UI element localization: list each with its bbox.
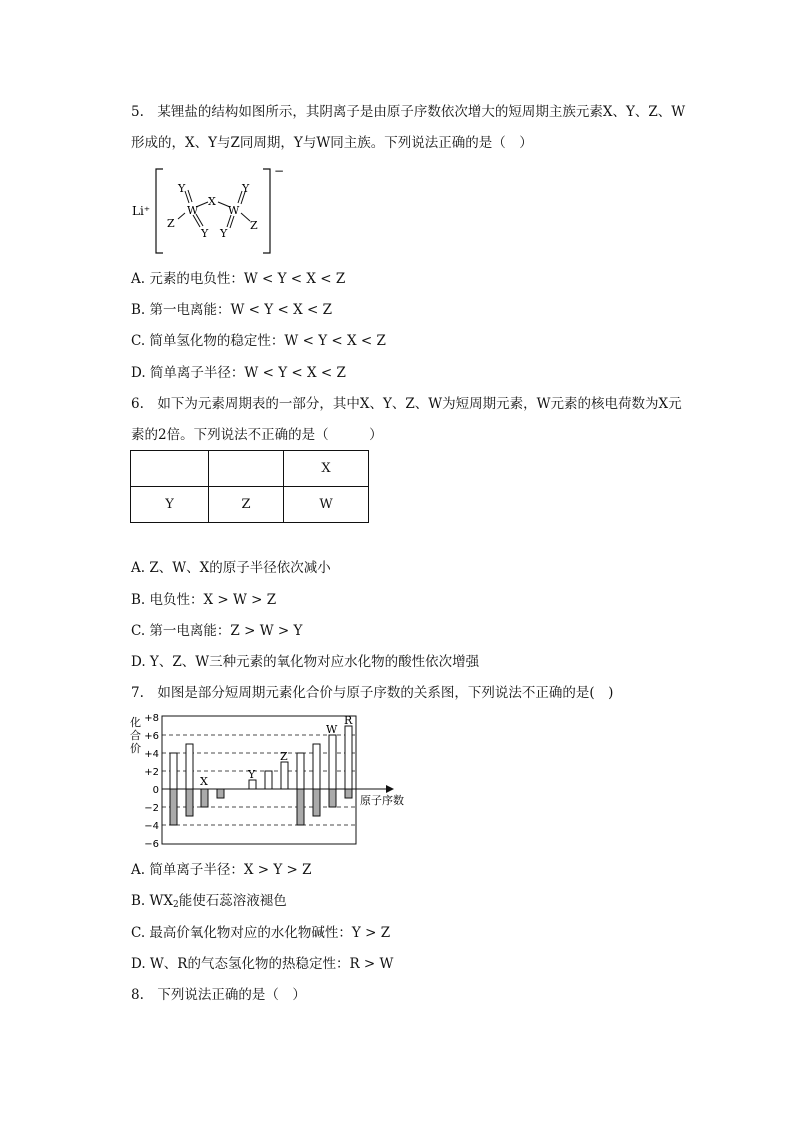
left-bracket (156, 169, 163, 253)
q7-option-b (131, 892, 287, 914)
periodic-table-fragment (130, 450, 369, 523)
svg-text:价: 价 (130, 742, 141, 755)
q5-stem-line2: 形成的，X、Y与Z同周期，Y与W同主族。下列说法正确的是（ ） (131, 135, 533, 151)
label-z: Z (280, 750, 288, 763)
table-cell (209, 451, 284, 487)
x-axis-label: 原子序数 (360, 794, 404, 807)
q7-option-b-pre: B. WX (131, 893, 173, 909)
y-tick: −2 (144, 803, 159, 814)
table-cell: W (284, 487, 369, 523)
label-y: Y (248, 768, 256, 781)
q7-option-b-post: 能使石蕊溶液褪色 (178, 893, 287, 909)
q5-option-c: C. 简单氢化物的稳定性：W < Y < X < Z (131, 333, 386, 349)
y-tick: +8 (144, 713, 159, 724)
atom-y2: Y (201, 227, 209, 240)
q5-option-d: D. 简单离子半径：W < Y < X < Z (131, 365, 346, 381)
anion-charge: − (274, 165, 285, 178)
valence-bars (170, 726, 352, 825)
right-bracket (263, 169, 270, 253)
q6-option-d: D. Y、Z、W三种元素的氧化物对应水化物的酸性依次增强 (131, 654, 480, 670)
atom-y1: Y (178, 182, 186, 195)
y-tick: +2 (144, 767, 159, 778)
q6-stem-line1: 6. 如下为元素周期表的一部分，其中X、Y、Z、W为短周期元素，W元素的核电荷数为X元 (131, 396, 682, 412)
table-cell: Z (209, 487, 284, 523)
q5-structure-diagram (130, 165, 290, 259)
q6-option-b: B. 电负性：X > W > Z (131, 592, 277, 608)
atom-z1: Z (167, 217, 175, 230)
q6-option-c: C. 第一电离能：Z > W > Y (131, 623, 303, 639)
q7-option-c: C. 最高价氧化物对应的水化物碱性：Y > Z (131, 925, 391, 941)
q7-option-a: A. 简单离子半径：X > Y > Z (131, 862, 312, 878)
atom-z2: Z (250, 219, 258, 232)
y-tick: −4 (144, 821, 159, 832)
table-cell: X (284, 451, 369, 487)
q6-stem-line2: 素的2倍。下列说法不正确的是（ ） (131, 427, 383, 443)
q6-option-a: A. Z、W、X的原子半径依次减小 (131, 560, 331, 576)
q5-stem-line1: 5. 某锂盐的结构如图所示，其阴离子是由原子序数依次增大的短周期主族元素X、Y、Z、W (131, 104, 686, 120)
q8-stem: 8. 下列说法正确的是（ ） (131, 987, 306, 1003)
atom-x: X (208, 195, 216, 208)
y-tick-labels (144, 713, 159, 850)
atom-y3: Y (242, 182, 250, 195)
q7-option-b-sub: 2 (173, 900, 179, 910)
q5-option-b: B. 第一电离能：W < Y < X < Z (131, 302, 332, 318)
label-x: X (200, 775, 208, 788)
q5-option-a: A. 元素的电负性：W < Y < X < Z (131, 271, 346, 287)
y-tick: +4 (144, 749, 159, 760)
li-cation-label: Li⁺ (132, 204, 151, 218)
label-w: W (326, 723, 338, 736)
q7-stem: 7. 如图是部分短周期元素化合价与原子序数的关系图，下列说法不正确的是( ) (131, 685, 614, 701)
atom-w2: W (228, 204, 240, 217)
y-tick: −6 (144, 839, 159, 850)
svg-text:合: 合 (130, 729, 141, 742)
y-axis-label (130, 715, 141, 755)
label-r: R (344, 714, 353, 727)
y-tick: 0 (152, 785, 159, 796)
atom-y4: Y (220, 227, 228, 240)
x-axis-arrow (386, 785, 394, 793)
atom-w1: W (187, 204, 199, 217)
y-tick: +6 (144, 731, 159, 742)
svg-text:化: 化 (130, 716, 141, 729)
table-cell: Y (131, 487, 209, 523)
table-cell (131, 451, 209, 487)
valence-chart (128, 712, 413, 850)
q7-option-d: D. W、R的气态氢化物的热稳定性：R > W (131, 956, 394, 972)
